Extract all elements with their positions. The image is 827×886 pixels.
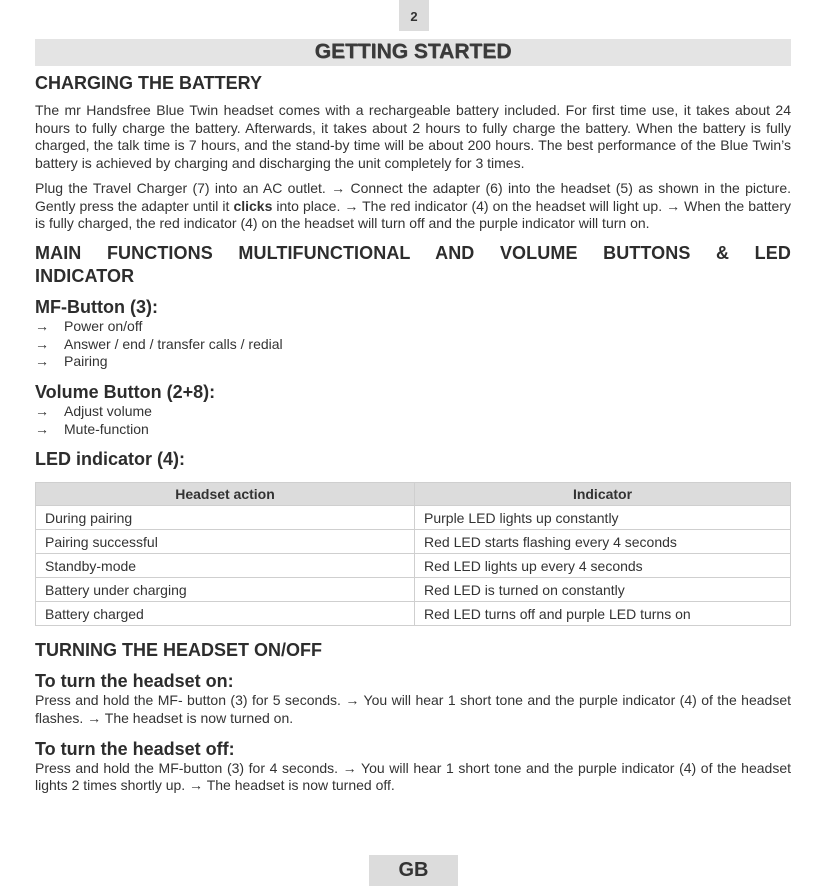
arrow-icon: →: [35, 420, 49, 437]
turn-on-text: Press and hold the MF- button (3) for 5 seconds. → You will hear 1 short tone and the purple indicator (4) of the headset flashes. → The headset is now turned on.: [35, 692, 791, 727]
page-content: [35, 72, 791, 795]
table-row: [36, 602, 791, 626]
language-footer: GB: [369, 855, 458, 886]
arrow-icon: →: [35, 353, 49, 370]
list-item-text: Mute-function: [64, 420, 149, 437]
table-cell: Red LED turns off and purple LED turns on: [415, 602, 791, 626]
table-cell: Red LED is turned on constantly: [415, 578, 791, 602]
list-item: [35, 421, 791, 439]
list-item: [35, 336, 791, 354]
main-functions-heading-line2: INDICATOR: [35, 265, 135, 286]
section-title: GETTING STARTED: [35, 39, 791, 66]
led-indicator-heading: LED indicator (4):: [35, 449, 186, 470]
table-row: [36, 554, 791, 578]
table-row: [36, 506, 791, 530]
turn-off-text: Press and hold the MF-button (3) for 4 seconds. → You will hear 1 short tone and the purple indicator (4) of the headset lights 2 times shortly up. → The headset is now turned off.: [35, 759, 791, 794]
list-item-text: Power on/off: [64, 317, 143, 334]
main-functions-heading-line1: MAIN FUNCTIONS MULTIFUNCTIONAL AND VOLUME BUTTONS & LED: [35, 242, 791, 263]
table-row: [36, 578, 791, 602]
charging-paragraph-2-start: Plug the Travel Charger (7) into an AC outlet. → Connect the adapter (6) into the headset (5) as shown in the picture. Gently press the adapter until it: [35, 179, 791, 214]
turn-on-heading: To turn the headset on:: [35, 671, 234, 692]
volume-button-list: [35, 403, 791, 438]
table-cell: Red LED starts flashing every 4 seconds: [415, 530, 791, 554]
charging-paragraph-2-bold: clicks: [233, 197, 273, 214]
list-item-text: Pairing: [64, 353, 108, 370]
charging-paragraph-2: [35, 180, 791, 233]
list-item-text: Answer / end / transfer calls / redial: [64, 335, 283, 352]
charging-heading: CHARGING THE BATTERY: [35, 73, 262, 93]
charging-paragraph-2-end: into place. → The red indicator (4) on the headset will light up. → When the battery is fully charged, the red indicator (4) on the headset will turn off and the purple indicator will turn on.: [35, 197, 791, 232]
turning-heading: TURNING THE HEADSET ON/OFF: [35, 640, 322, 661]
mf-button-list: [35, 318, 791, 371]
list-item: [35, 353, 791, 371]
list-item-text: Adjust volume: [64, 402, 152, 419]
table-cell: Battery charged: [36, 602, 415, 626]
column-header-indicator: Indicator: [415, 483, 791, 506]
charging-paragraph-1: The mr Handsfree Blue Twin headset comes with a rechargeable battery included. For first time use, it takes about 24 hours to fully charge the battery. Afterwards, it takes about 2 hours to fully charge the battery. When the battery is fully charged, the talk time is 7 hours, and the stand-by time will be about 200 hours. The best performance of the Blue Twin’s battery is achieved by charging and discharging the unit completely for 3 times.: [35, 102, 791, 172]
list-item: [35, 403, 791, 421]
arrow-icon: →: [35, 335, 49, 352]
arrow-icon: →: [35, 317, 49, 334]
table-cell: Battery under charging: [36, 578, 415, 602]
column-header-action: Headset action: [36, 483, 415, 506]
table-cell: During pairing: [36, 506, 415, 530]
page-number: 2: [399, 0, 429, 31]
mf-button-heading: MF-Button (3):: [35, 296, 158, 317]
list-item: [35, 318, 791, 336]
table-header-row: [36, 483, 791, 506]
table-cell: Red LED lights up every 4 seconds: [415, 554, 791, 578]
volume-button-heading: Volume Button (2+8):: [35, 381, 216, 402]
led-table: [35, 482, 791, 626]
arrow-icon: →: [35, 402, 49, 419]
table-cell: Purple LED lights up constantly: [415, 506, 791, 530]
table-cell: Pairing successful: [36, 530, 415, 554]
turn-off-heading: To turn the headset off:: [35, 738, 235, 759]
table-row: [36, 530, 791, 554]
table-cell: Standby-mode: [36, 554, 415, 578]
